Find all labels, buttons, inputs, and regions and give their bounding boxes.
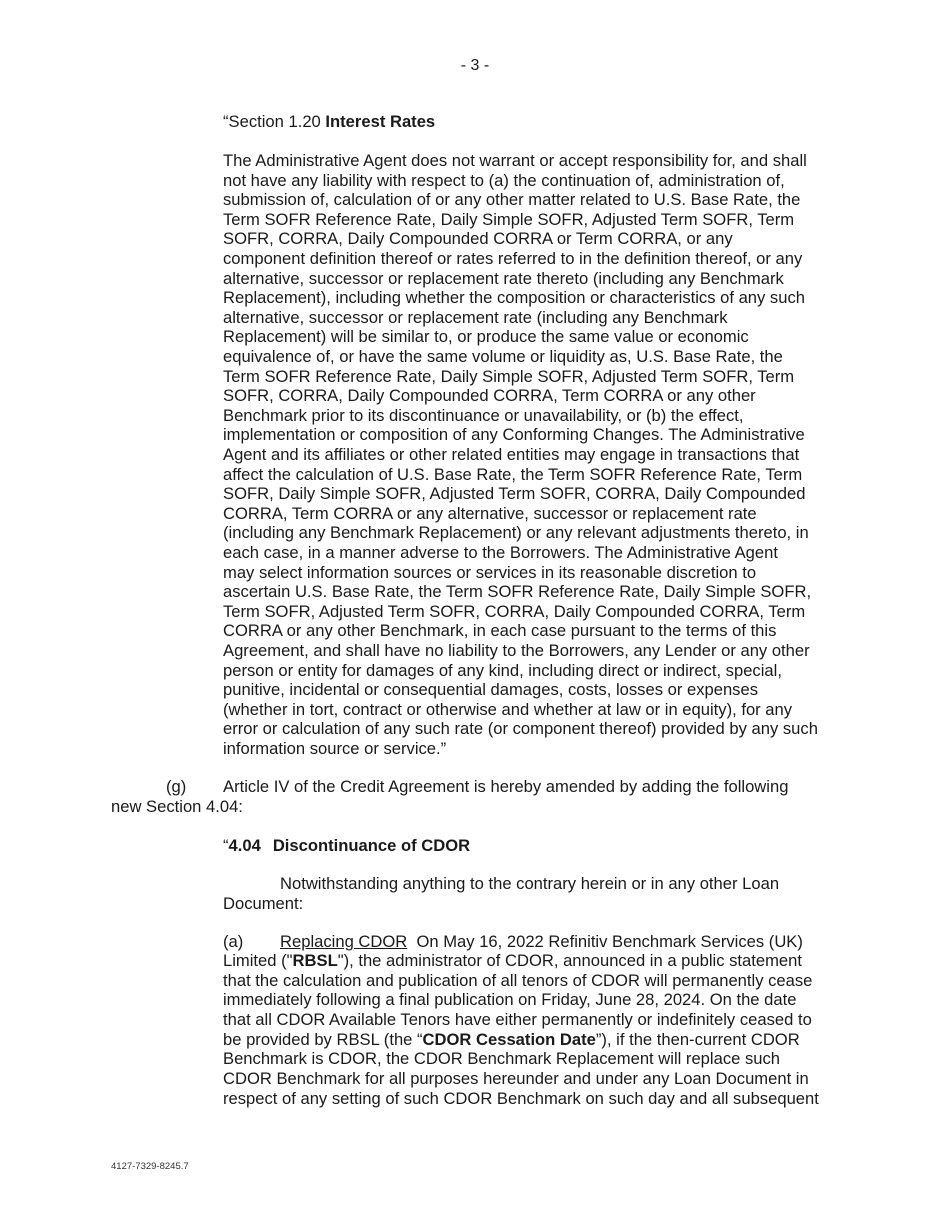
section-1-20-body-line: component definition thereof or rates referred to in the definition thereof, or any bbox=[223, 249, 803, 268]
section-1-20-body-line: SOFR, CORRA, Daily Compounded CORRA or Term CORRA, or any bbox=[223, 229, 733, 249]
section-1-20-body-line: ascertain U.S. Base Rate, the Term SOFR Reference Rate, Daily Simple SOFR, bbox=[223, 582, 812, 602]
section-1-20-body-line: Agreement, and shall have no liability to the Borrowers, any Lender or any other bbox=[223, 641, 810, 660]
section-title: Interest Rates bbox=[325, 112, 436, 131]
section-1-20-body-line: Term SOFR Reference Rate, Daily Simple SOFR, Adjusted Term SOFR, Term bbox=[223, 209, 795, 229]
section-number: 4.04 bbox=[228, 836, 261, 855]
section-1-20-body-line: implementation or composition of any Conforming Changes. The Administrative bbox=[223, 425, 805, 445]
section-title: Discontinuance of CDOR bbox=[272, 836, 471, 855]
section-1-20-body-line: SOFR, Daily Simple SOFR, Adjusted Term SOFR, CORRA, Daily Compounded bbox=[223, 484, 806, 504]
para-a-line-6: be provided by RBSL (the “CDOR Cessation Date”), if the then-current CDOR bbox=[223, 1030, 800, 1049]
para-a-line-4: immediately following a final publication on Friday, June 28, 2024. On the date bbox=[223, 990, 797, 1009]
section-1-20-body-line: The Administrative Agent does not warrant or accept responsibility for, and shall bbox=[223, 151, 807, 170]
section-1-20-body-line: Agent and its affiliates or other related entities may engage in transactions that bbox=[223, 445, 800, 464]
section-1-20-body-line: Benchmark prior to its discontinuance or unavailability, or (b) the effect, bbox=[223, 405, 744, 425]
section-1-20-body-line: alternative, successor or replacement rate (including any Benchmark bbox=[223, 307, 728, 327]
para-a-line-1: Replacing CDOR On May 16, 2022 Refinitiv Benchmark Services (UK) bbox=[280, 932, 803, 951]
para-a-line-8: CDOR Benchmark for all purposes hereunder and under any Loan Document in bbox=[223, 1069, 809, 1088]
document-id: 4127-7329-8245.7 bbox=[111, 1161, 189, 1172]
clause-g-line-1: Article IV of the Credit Agreement is hereby amended by adding the following bbox=[223, 777, 789, 796]
section-1-20-heading bbox=[223, 112, 435, 132]
para-a-line-3: that the calculation and publication of all tenors of CDOR will permanently cease bbox=[223, 971, 813, 990]
section-1-20-body-line: (whether in tort, contract or otherwise and whether at law or in equity), for any bbox=[223, 699, 793, 719]
section-1-20-body-line: submission of, calculation of or any other matter related to U.S. Base Rate, the bbox=[223, 190, 801, 210]
para-a-line-9: respect of any setting of such CDOR Benchmark on such day and all subsequent bbox=[223, 1089, 819, 1108]
section-1-20-body-line: punitive, incidental or consequential damages, costs, losses or expenses bbox=[223, 680, 758, 700]
para-a-line-7: Benchmark is CDOR, the CDOR Benchmark Replacement will replace such bbox=[223, 1049, 781, 1068]
section-4-04-intro-line-1: Notwithstanding anything to the contrary herein or in any other Loan bbox=[280, 874, 780, 893]
section-1-20-body-line: person or entity for damages of any kind, including direct or indirect, special, bbox=[223, 660, 782, 680]
section-1-20-body-line: may select information sources or services in its reasonable discretion to bbox=[223, 562, 757, 582]
section-1-20-body-line: (including any Benchmark Replacement) or any relevant adjustments thereto, in bbox=[223, 523, 809, 543]
section-4-04-intro-line-2: Document: bbox=[223, 894, 304, 913]
section-4-04-heading bbox=[223, 836, 470, 856]
page-number: - 3 - bbox=[460, 57, 490, 74]
section-1-20-body-line: Replacement) will be similar to, or produce the same value or economic bbox=[223, 327, 749, 347]
section-1-20-body-line: Term SOFR, Adjusted Term SOFR, CORRA, Daily Compounded CORRA, Term bbox=[223, 601, 806, 621]
defined-term-rbsl: RBSL bbox=[292, 951, 338, 970]
section-1-20-body-line: Term SOFR Reference Rate, Daily Simple SOFR, Adjusted Term SOFR, Term bbox=[223, 366, 795, 386]
section-1-20-body-line: CORRA or any other Benchmark, in each case pursuant to the terms of this bbox=[223, 621, 777, 641]
para-a-marker: (a) bbox=[223, 932, 244, 951]
section-1-20-body-line: error or calculation of any such rate (or component thereof) provided by any such bbox=[223, 719, 818, 739]
open-quote: “ bbox=[223, 112, 229, 131]
clause-g-marker: (g) bbox=[166, 777, 187, 796]
section-1-20-body-line: alternative, successor or replacement rate thereto (including any Benchmark bbox=[223, 268, 784, 288]
section-1-20-body-line: Replacement), including whether the composition or characteristics of any such bbox=[223, 288, 805, 308]
section-1-20-body-line: information source or service.” bbox=[223, 739, 447, 758]
section-1-20-body-line: affect the calculation of U.S. Base Rate, the Term SOFR Reference Rate, Term bbox=[223, 464, 803, 484]
para-a-line-5: that all CDOR Available Tenors have either permanently or indefinitely ceased to bbox=[223, 1010, 812, 1029]
section-1-20-body-line: not have any liability with respect to (a) the continuation of, administration of, bbox=[223, 170, 785, 190]
para-a-heading: Replacing CDOR bbox=[280, 932, 408, 951]
section-1-20-body-line: SOFR, CORRA, Daily Compounded CORRA, Term CORRA or any other bbox=[223, 386, 756, 406]
open-quote: “ bbox=[223, 836, 229, 855]
section-1-20-body-line: CORRA, Term CORRA or any alternative, successor or replacement rate bbox=[223, 503, 757, 523]
section-1-20-body-line: each case, in a manner adverse to the Borrowers. The Administrative Agent bbox=[223, 543, 778, 562]
section-prefix: Section 1.20 bbox=[228, 112, 326, 131]
para-a-line-2: Limited ("RBSL"), the administrator of CDOR, announced in a public statement bbox=[223, 951, 802, 970]
clause-g-line-2: new Section 4.04: bbox=[111, 797, 243, 816]
section-1-20-body-line: equivalence of, or have the same volume or liquidity as, U.S. Base Rate, the bbox=[223, 347, 783, 366]
defined-term-cdor-cessation-date: CDOR Cessation Date bbox=[422, 1030, 596, 1049]
